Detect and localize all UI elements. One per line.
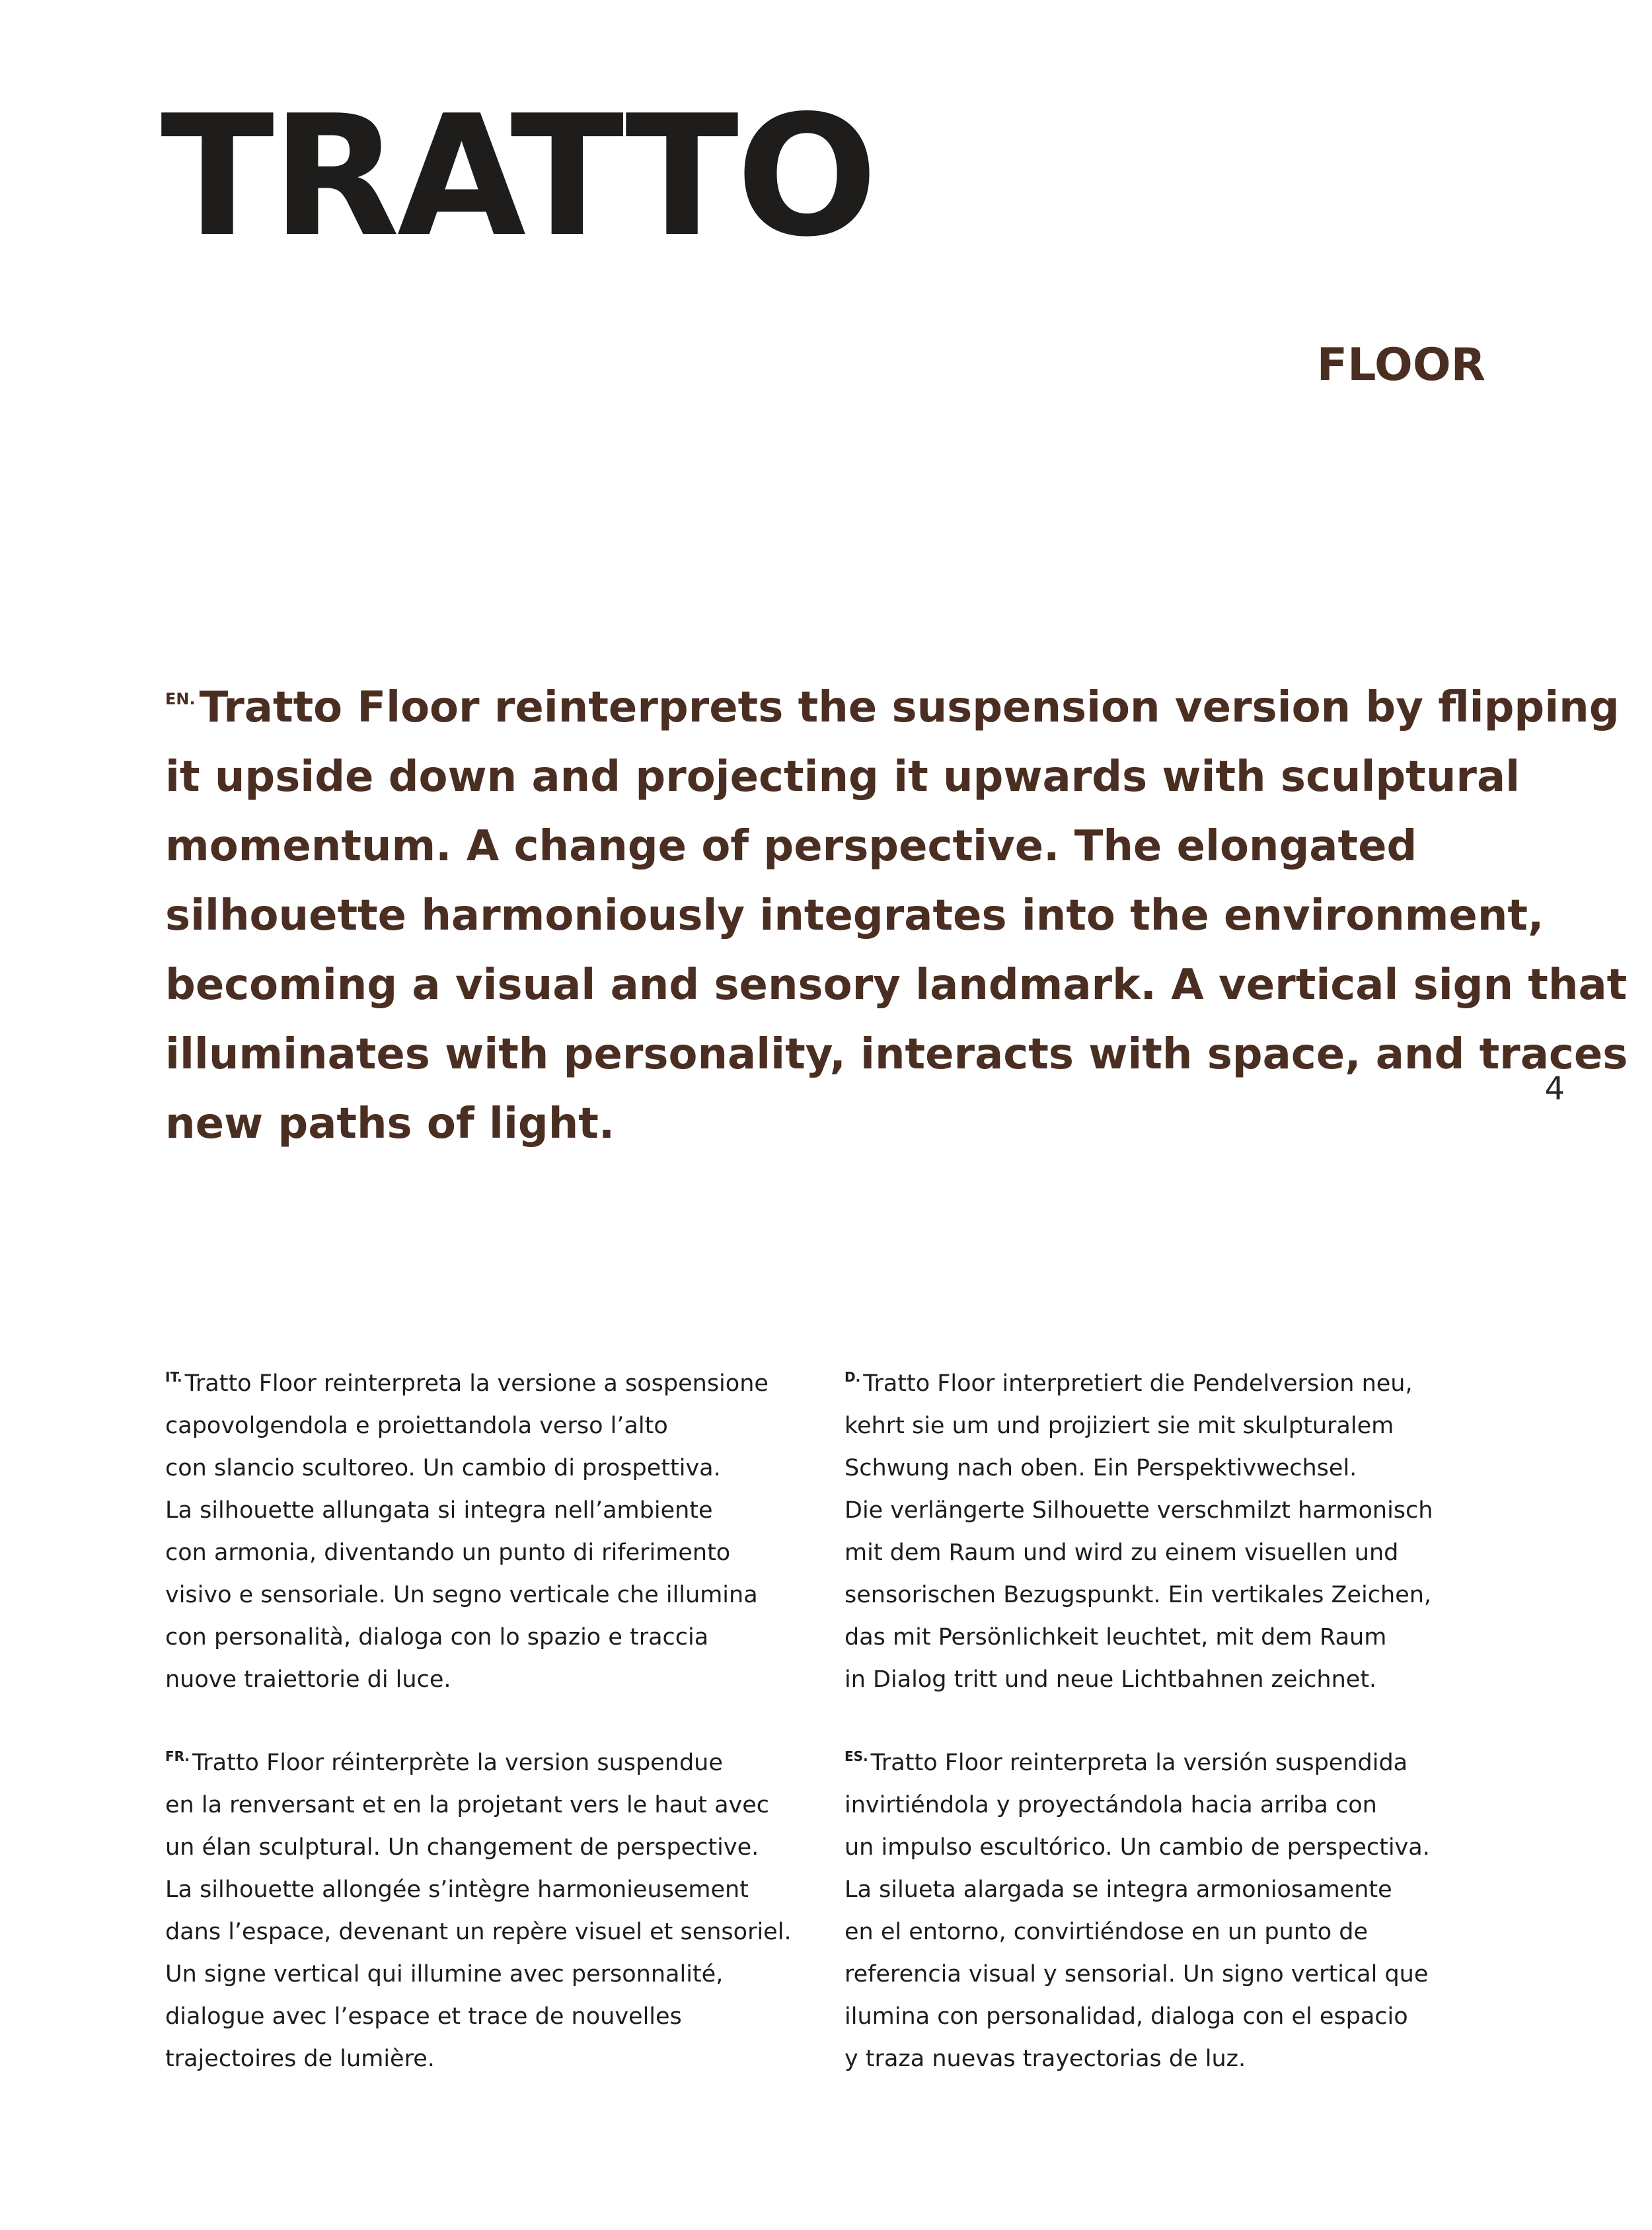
paragraph-line: un impulso escultórico. Un cambio de perspectiva. — [845, 1834, 1430, 1861]
paragraph-line — [845, 1735, 1430, 1784]
paragraph-line: referencia visual y sensorial. Un signo vertical que — [845, 1961, 1429, 1988]
paragraph-line: con personalità, dialoga con lo spazio e traccia — [165, 1624, 709, 1651]
paragraph-line: mit dem Raum und wird zu einem visuellen und — [845, 1540, 1399, 1566]
paragraph-line: con armonia, diventando un punto di riferimento — [165, 1540, 731, 1566]
lead-line: becoming a visual and sensory landmark. A vertical sign that — [165, 961, 1628, 1010]
language-tag-de: D. — [845, 1369, 861, 1385]
paragraph-line — [165, 1356, 769, 1405]
paragraph-line: dialogue avec l’espace et trace de nouvelles — [165, 2003, 682, 2030]
paragraph-line: y traza nuevas trayectorias de luz. — [845, 2046, 1246, 2072]
paragraph-line: Un signe vertical qui illumine avec personnalité, — [165, 1961, 724, 1988]
paragraph-fr — [165, 1735, 792, 2080]
paragraph-de — [845, 1356, 1433, 1701]
language-tag-fr: FR. — [165, 1748, 190, 1764]
paragraph-line: La silueta alargada se integra armoniosamente — [845, 1877, 1392, 1903]
language-tag-en: EN. — [165, 690, 196, 708]
page-title: TRATTO — [161, 80, 876, 274]
paragraph-line: ilumina con personalidad, dialoga con el espacio — [845, 2003, 1408, 2030]
paragraph-line — [165, 1735, 792, 1784]
paragraph-line: das mit Persönlichkeit leuchtet, mit dem Raum — [845, 1624, 1387, 1651]
paragraph-line: en la renversant et en la projetant vers le haut avec — [165, 1792, 770, 1818]
paragraph-line: kehrt sie um und projiziert sie mit skulpturalem — [845, 1413, 1394, 1439]
section-subtitle: FLOOR — [1316, 339, 1485, 391]
paragraph-line: en el entorno, convirtiéndose en un punto de — [845, 1919, 1368, 1945]
paragraph-line-text: Tratto Floor interpretiert die Pendelversion neu, — [863, 1370, 1413, 1397]
lead-line: silhouette harmoniously integrates into the environment, — [165, 891, 1544, 940]
lead-line: it upside down and projecting it upwards with sculptural — [165, 753, 1521, 801]
paragraph-line: un élan sculptural. Un changement de perspective. — [165, 1834, 759, 1861]
paragraph-line: visivo e sensoriale. Un segno verticale che illumina — [165, 1582, 758, 1608]
paragraph-line: dans l’espace, devenant un repère visuel et sensoriel. — [165, 1919, 792, 1945]
language-tag-es: ES. — [845, 1748, 868, 1764]
paragraph-line-text: Tratto Floor reinterpreta la versión suspendida — [870, 1750, 1408, 1776]
paragraph-line: Schwung nach oben. Ein Perspektivwechsel. — [845, 1455, 1357, 1481]
paragraph-line: La silhouette allongée s’intègre harmonieusement — [165, 1877, 749, 1903]
paragraph-line: sensorischen Bezugspunkt. Ein vertikales Zeichen, — [845, 1582, 1432, 1608]
paragraph-es — [845, 1735, 1430, 2080]
paragraph-line: trajectoires de lumière. — [165, 2046, 435, 2072]
lead-line: momentum. A change of perspective. The elongated — [165, 822, 1417, 871]
paragraph-line-text: Tratto Floor réinterprète la version suspendue — [192, 1750, 723, 1776]
paragraph-line — [845, 1356, 1433, 1405]
paragraph-it — [165, 1356, 769, 1701]
paragraph-line: Die verlängerte Silhouette verschmilzt harmonisch — [845, 1497, 1433, 1524]
lead-line-text: Tratto Floor reinterprets the suspension version by flipping — [199, 683, 1620, 732]
paragraph-line: con slancio scultoreo. Un cambio di prospettiva. — [165, 1455, 721, 1481]
lead-line: new paths of light. — [165, 1099, 615, 1148]
paragraph-line: nuove traiettorie di luce. — [165, 1666, 451, 1693]
paragraph-line: invirtiéndola y proyectándola hacia arriba con — [845, 1792, 1377, 1818]
lead-line: illuminates with personality, interacts with space, and traces — [165, 1030, 1628, 1079]
paragraph-line: La silhouette allungata si integra nell’ambiente — [165, 1497, 713, 1524]
lead-paragraph-en — [165, 665, 1628, 1159]
paragraph-line: capovolgendola e proiettandola verso l’alto — [165, 1413, 668, 1439]
paragraph-line-text: Tratto Floor reinterpreta la versione a sospensione — [184, 1370, 769, 1397]
language-tag-it: IT. — [165, 1369, 182, 1385]
lead-line — [165, 665, 1620, 743]
page-number: 4 — [1544, 1070, 1565, 1107]
paragraph-line: in Dialog tritt und neue Lichtbahnen zeichnet. — [845, 1666, 1377, 1693]
